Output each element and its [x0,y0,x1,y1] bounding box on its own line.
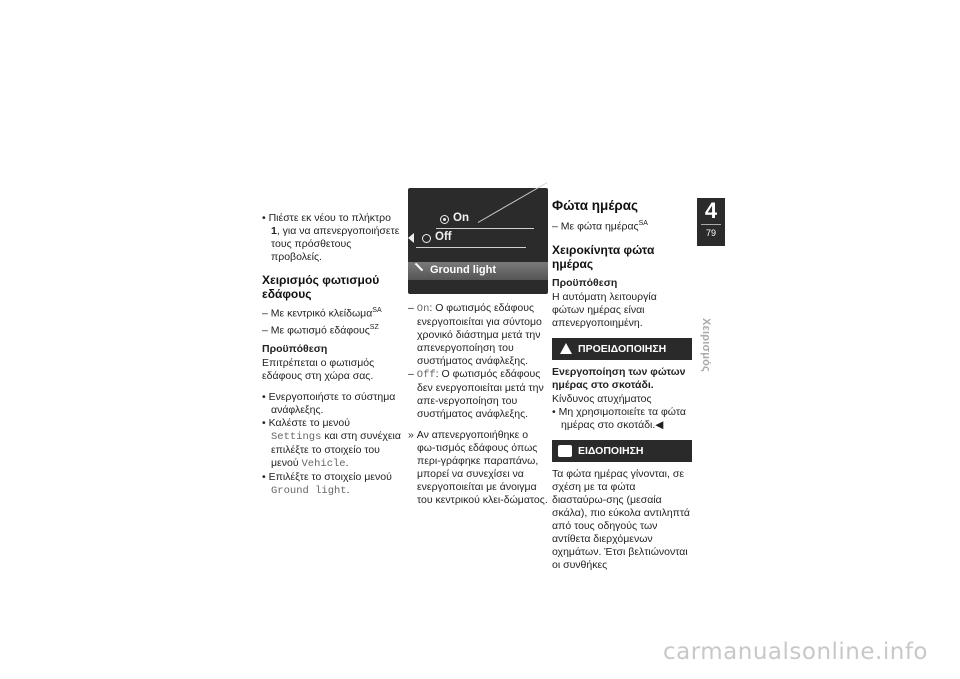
warning-label: ΠΡΟΕΙΔΟΠΟΙΗΣΗ [578,342,667,355]
prerequisite-title-2: Προϋπόθεση [552,276,618,289]
menu-screen-illustration [408,188,548,294]
notice-label: ΕΙΔΟΠΟΙΗΣΗ [578,444,644,457]
column-left [262,212,402,498]
notice-text: Τα φώτα ημέρας γίνονται, σε σχέση με τα φώτα διασταύρω-σης (μεσαία σκάλα), πιο εύκολα αντιληπτά από τους οδηγούς των αντίθετα διερχόμενων οχημάτων. Έτσι βελτιώνονται οι συνθήκες [552,467,690,571]
prerequisite-title: Προϋπόθεση [262,343,328,355]
screen-title-bar [408,262,548,280]
heading-manual-daytime-lights: Χειροκίνητα φώτα ημέρας [552,242,655,271]
bullet-ground-light-menu: • Επιλέξτε το στοιχείο μενού Ground light. [262,471,392,497]
warning-triangle-icon [560,343,572,354]
option-ground-light: – Με φωτισμό εδάφους$^{SZ}$ [262,323,379,336]
bullet-press-key: • Πιέστε εκ νέου το πλήκτρο 1, για να απενεργοποιήσετε τους πρόσθετους προβολείς. [262,212,400,263]
column-right [552,198,692,572]
watermark: carmanualsonline.info [662,639,928,665]
screen-option-on: On [453,212,469,224]
heading-daytime-lights: Φώτα ημέρας [552,198,639,213]
column-middle [408,188,548,507]
result-note: » Αν απενεργοποιήθηκε ο φω-τισμός εδάφους όπως περι-γράφηκε παραπάνω, μπορεί να συνεχίσει να ενεργοποιείται με άνοιγμα του κεντρικού κλει-δώματος. [408,429,548,506]
screen-title: Ground light [430,264,496,276]
option-daytime-lights: – Με φώτα ημέρας$^{SA}$ [552,220,648,233]
section-side-label: Χειρισμός [700,318,712,372]
desc-on: – On: Ο φωτισμός εδάφους ενεργοποιείται για σύντομο χρονικό διάστημα μετά την απενεργοποίηση του συστήματος ανάφλεξης. [408,302,542,367]
heading-ground-light: Χειρισμός φωτισμού εδάφους [262,273,380,301]
screen-option-off: Off [435,231,452,243]
bullet-settings-menu: • Καλέστε το μενού Settings και στη συνέχεια επιλέξτε το στοιχείο του μενού Vehicle. [262,417,401,470]
option-central-locking: – Με κεντρικό κλείδωμα$^{SA}$ [262,307,382,320]
warning-heading: Ενεργοποίηση των φώτων ημέρας στο σκοτάδι. [552,365,686,391]
desc-off: – Off: Ο φωτισμός εδάφους δεν ενεργοποιείται μετά την απε-νεργοποίηση του συστήματος ανάφλεξης. [408,368,544,420]
prerequisite-text-2: Η αυτόματη λειτουργία φώτων ημέρας είναι απενεργοποιημένη. [552,290,657,329]
bullet-ignition: • Ενεργοποιήστε το σύστημα ανάφλεξης. [262,391,396,416]
prerequisite-text: Επιτρέπεται ο φωτισμός εδάφους στη χώρα σας. [262,357,375,382]
chapter-tab [697,198,725,246]
chapter-number: 4 [704,198,718,223]
warning-box [552,338,692,360]
page-number: 79 [705,228,716,238]
radio-selected-icon [440,215,449,224]
notice-hand-icon [558,445,572,457]
warning-risk: Κίνδυνος ατυχήματος [552,392,652,405]
notice-box [552,440,692,462]
radio-empty-icon [422,234,431,243]
warning-bullet: • Μη χρησιμοποιείτε τα φώτα ημέρας στο σκοτάδι.◀ [552,405,686,431]
arrow-left-icon [408,233,414,243]
wrench-icon [415,263,423,271]
